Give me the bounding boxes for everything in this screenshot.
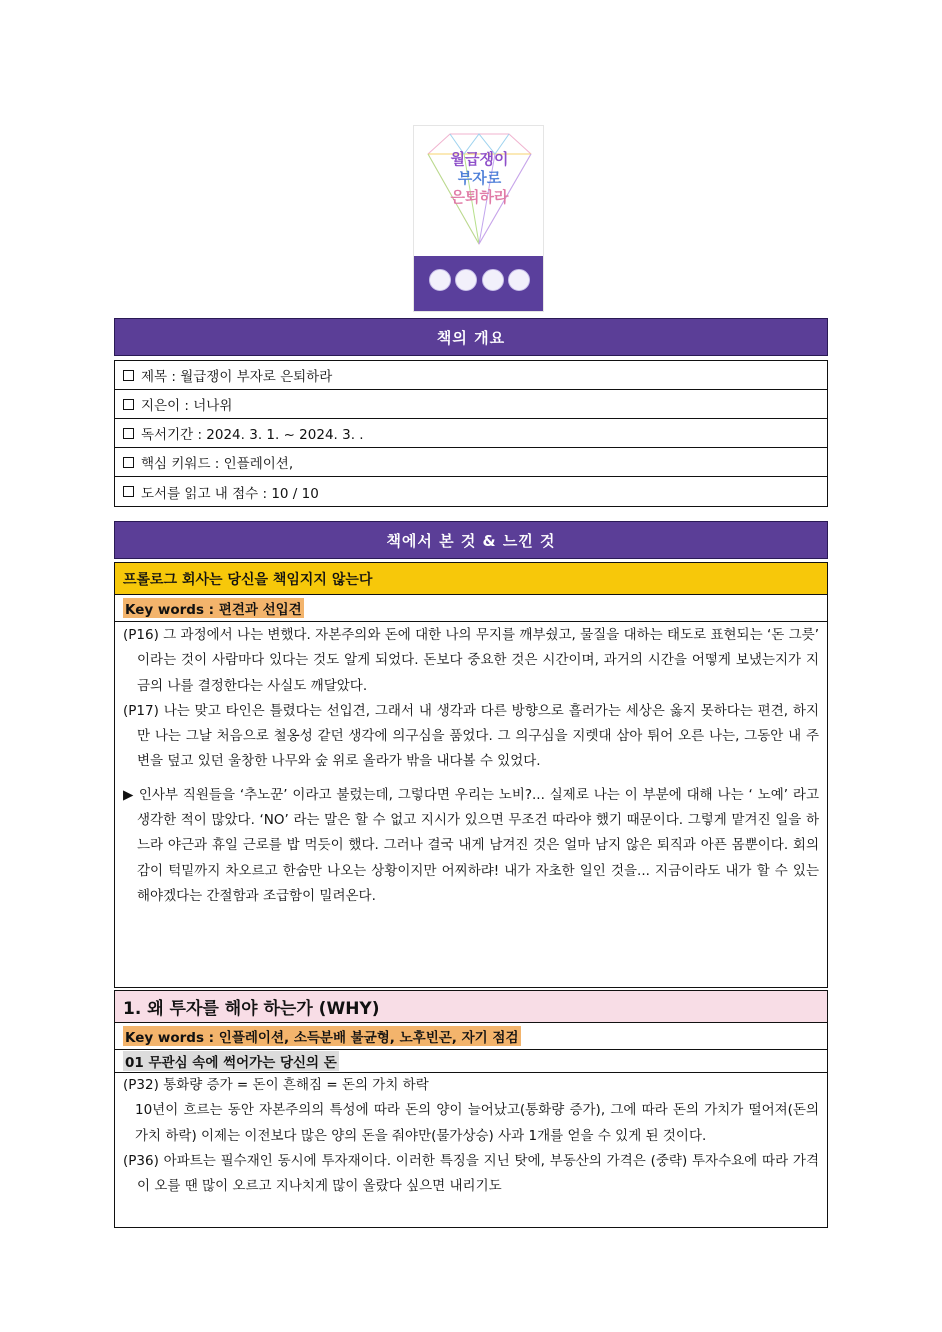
prologue-title-text: 프롤로그 회사는 당신을 책임지지 않는다 <box>123 571 373 588</box>
prologue-section <box>114 562 828 988</box>
chapter1-title-text: 1. 왜 투자를 해야 하는가 (WHY) <box>123 999 380 1019</box>
overview-row-score <box>115 477 827 506</box>
cover-title-line-2: 부자로 <box>457 169 502 187</box>
chapter1-subtitle <box>115 1050 827 1073</box>
cover-badge <box>482 269 504 291</box>
checkbox-icon <box>123 486 134 497</box>
prologue-quote-p17: (P17) 나는 맞고 타인은 틀렸다는 선입견, 그래서 내 생각과 다른 방향으로 흘러가는 세상은 옳지 못하다는 편견, 하지만 나는 그날 처음으로 철옹성 같던 생각에 의구심을 품었다. 그 의구심을 지렛대 삼아 튀어 오른 나는, 그동안 내 주변을 덮고 있던 울창한 나무와 숲 위로 올라가 밖을 내다볼 수 있었다. <box>123 702 819 770</box>
cover-badge <box>429 269 451 291</box>
impressions-header <box>114 521 828 559</box>
chapter1-title <box>115 991 827 1023</box>
overview-row-text: 도서를 읽고 내 점수 : 10 / 10 <box>141 485 319 502</box>
cover-badges <box>429 269 530 291</box>
overview-row-text: 제목 : 월급쟁이 부자로 은퇴하라 <box>141 369 333 385</box>
cover-badge <box>508 269 530 291</box>
cover-title-line-1: 월급쟁이 <box>450 150 509 168</box>
overview-row-keywords <box>115 448 827 477</box>
cover-bottom-band <box>414 256 544 312</box>
chapter1-subtitle-text: 01 무관심 속에 썩어가는 당신의 돈 <box>123 1051 339 1071</box>
chapter1-line-p32: (P32) 통화량 증가 = 돈이 흔해짐 = 돈의 가치 하락 <box>123 1077 429 1093</box>
impressions-header-text: 책에서 본 것 & 느낀 것 <box>386 531 556 550</box>
chapter1-line-explanation: 10년이 흐르는 동안 자본주의의 특성에 따라 돈의 양이 늘어났고(통화량 증가), 그에 따라 돈의 가치가 떨어져(돈의 가치 하락) 이제는 이전보다 많은 양의 돈을 줘야만(물가상승) 사과 1개를 얻을 수 있게 된 것이다. <box>135 1102 819 1144</box>
overview-row-text: 지은이 : 너나위 <box>141 398 233 414</box>
prologue-reflection: ▶ 인사부 직원들을 ‘추노꾼’ 이라고 불렀는데, 그렇다면 우리는 노비?... 실제로 나는 이 부분에 대해 나는 ‘ 노예’ 라고 생각한 적이 많았다. ‘NO’ 라는 말은 할 수 없고 지시가 있으면 무조건 따라야 했기 때문이다. 그렇게 맡겨진 일을 하느라 야근과 휴일 근로를 밥 먹듯이 했다. 그러나 결국 내게 남겨진 것은 얼마 남지 않은 퇴직과 아픈 몸뿐이다. 회의감이 턱밑까지 차오르고 한숨만 나오는 상황이지만 어찌하랴! 내가 자초한 일인 것을... 지금이라도 내가 할 수 있는 해야겠다는 간절함과 조급함이 밀려온다. <box>123 786 819 904</box>
chapter1-section <box>114 990 828 1228</box>
checkbox-icon <box>123 370 134 381</box>
overview-row-title <box>115 361 827 390</box>
checkbox-icon <box>123 399 134 410</box>
overview-row-text: 독서기간 : 2024. 3. 1. ~ 2024. 3. . <box>141 427 364 443</box>
overview-table <box>114 360 828 507</box>
checkbox-icon <box>123 457 134 468</box>
overview-header <box>114 318 828 356</box>
prologue-title <box>115 563 827 595</box>
prologue-quote-p16: (P16) 그 과정에서 나는 변했다. 자본주의와 돈에 대한 나의 무지를 깨부쉈고, 물질을 대하는 태도로 표현되는 ‘돈 그릇’ 이라는 것이 사람마다 있다는 것도 알게 되었다. 돈보다 중요한 것은 시간이며, 과거의 시간을 어떻게 보냈는지가 지금의 나를 결정한다는 사실도 깨달았다. <box>123 627 819 694</box>
cover-title-line-3: 은퇴하라 <box>450 188 509 206</box>
chapter1-keywords-text: Key words : 인플레이션, 소득분배 불균형, 노후빈곤, 자기 점검 <box>123 1026 521 1046</box>
overview-row-period <box>115 419 827 448</box>
book-cover <box>413 125 544 312</box>
prologue-keywords-text: Key words : 편견과 선입견 <box>123 598 304 618</box>
chapter1-keywords <box>115 1023 827 1050</box>
overview-header-text: 책의 개요 <box>436 328 506 347</box>
prologue-keywords <box>115 595 827 622</box>
chapter1-line-p36: (P36) 아파트는 필수재인 동시에 투자재이다. 이러한 특징을 지닌 탓에, 부동산의 가격은 (중략) 투자수요에 따라 가격이 오를 땐 많이 오르고 지나치게 많이 올랐다 싶으면 내리기도 <box>123 1152 819 1195</box>
overview-row-author <box>115 390 827 419</box>
checkbox-icon <box>123 428 134 439</box>
overview-row-text: 핵심 키워드 : 인플레이션, <box>141 456 294 472</box>
cover-badge <box>455 269 477 291</box>
